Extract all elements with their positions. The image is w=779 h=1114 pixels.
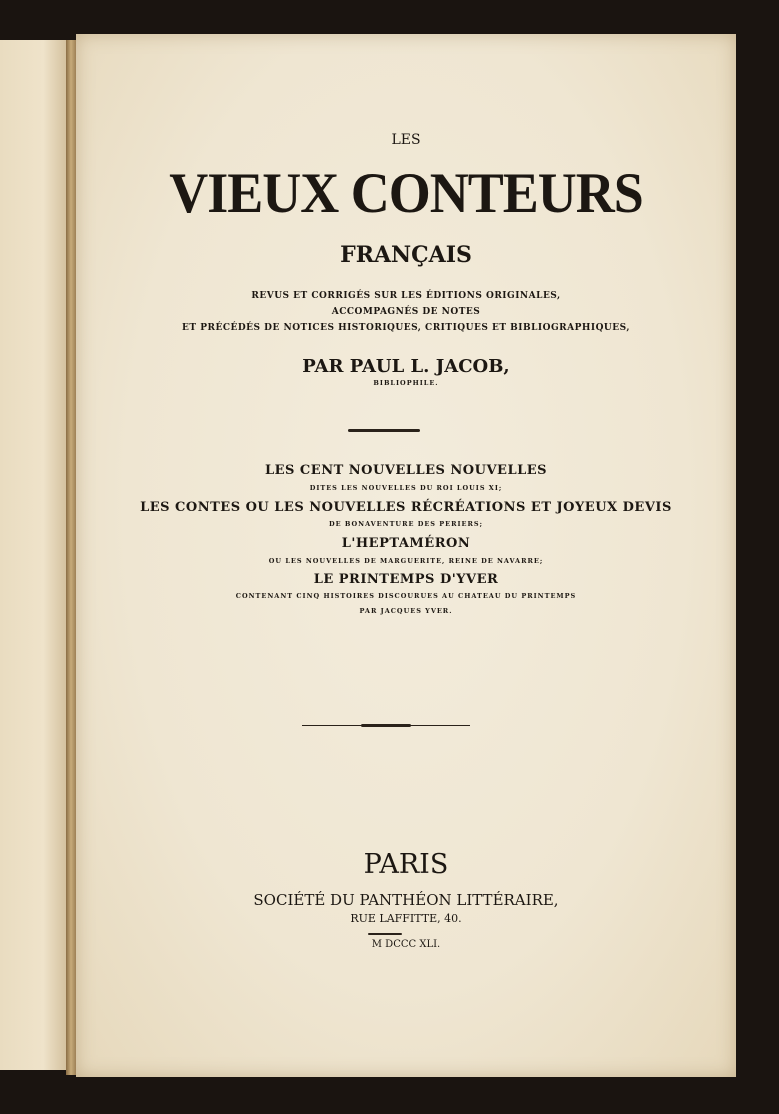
imprint-publisher: SOCIÉTÉ DU PANTHÉON LITTÉRAIRE, <box>253 891 559 909</box>
work-4-author: PAR JACQUES YVER. <box>359 607 453 615</box>
work-4-title: LE PRINTEMPS D'YVER <box>313 572 499 587</box>
pre-title: LES <box>391 132 421 148</box>
imprint-city: PARIS <box>363 849 449 880</box>
imprint-address: RUE LAFFITTE, 40. <box>350 912 462 925</box>
subtitle-line-1: REVUS ET CORRIGÉS SUR LES ÉDITIONS ORIGINALES, <box>251 291 561 301</box>
work-3-detail: OU LES NOUVELLES DE MARGUERITE, REINE DE NAVARRE; <box>268 557 544 565</box>
work-2-title: LES CONTES OU LES NOUVELLES RÉCRÉATIONS ET JOYEUX DEVIS <box>140 500 672 515</box>
work-1-title: LES CENT NOUVELLES NOUVELLES <box>264 463 548 478</box>
work-1-detail: DITES LES NOUVELLES DU ROI LOUIS XI; <box>309 484 503 492</box>
ornament-divider <box>348 429 420 432</box>
work-3-title: L'HEPTAMÉRON <box>341 536 471 551</box>
imprint-year: M DCCC XLI. <box>371 939 441 950</box>
title-page <box>76 34 736 1077</box>
work-4-detail: CONTENANT CINQ HISTOIRES DISCOURUES AU CHATEAU DU PRINTEMPS <box>235 592 577 600</box>
subtitle-line-2: ACCOMPAGNÉS DE NOTES <box>331 307 481 317</box>
rule-ornament <box>361 724 411 727</box>
author: PAR PAUL L. JACOB, <box>302 356 510 377</box>
work-2-detail: DE BONAVENTURE DES PERIERS; <box>329 520 483 528</box>
subtitle-line-3: ET PRÉCÉDÉS DE NOTICES HISTORIQUES, CRITIQUES ET BIBLIOGRAPHIQUES, <box>182 323 630 333</box>
title-francais: FRANÇAIS <box>340 242 472 268</box>
book-gutter <box>66 40 76 1075</box>
author-title: BIBLIOPHILE. <box>373 379 439 387</box>
main-title: VIEUX CONTEURS <box>169 161 643 225</box>
left-page-edge <box>0 40 72 1070</box>
imprint-ornament <box>368 933 402 935</box>
